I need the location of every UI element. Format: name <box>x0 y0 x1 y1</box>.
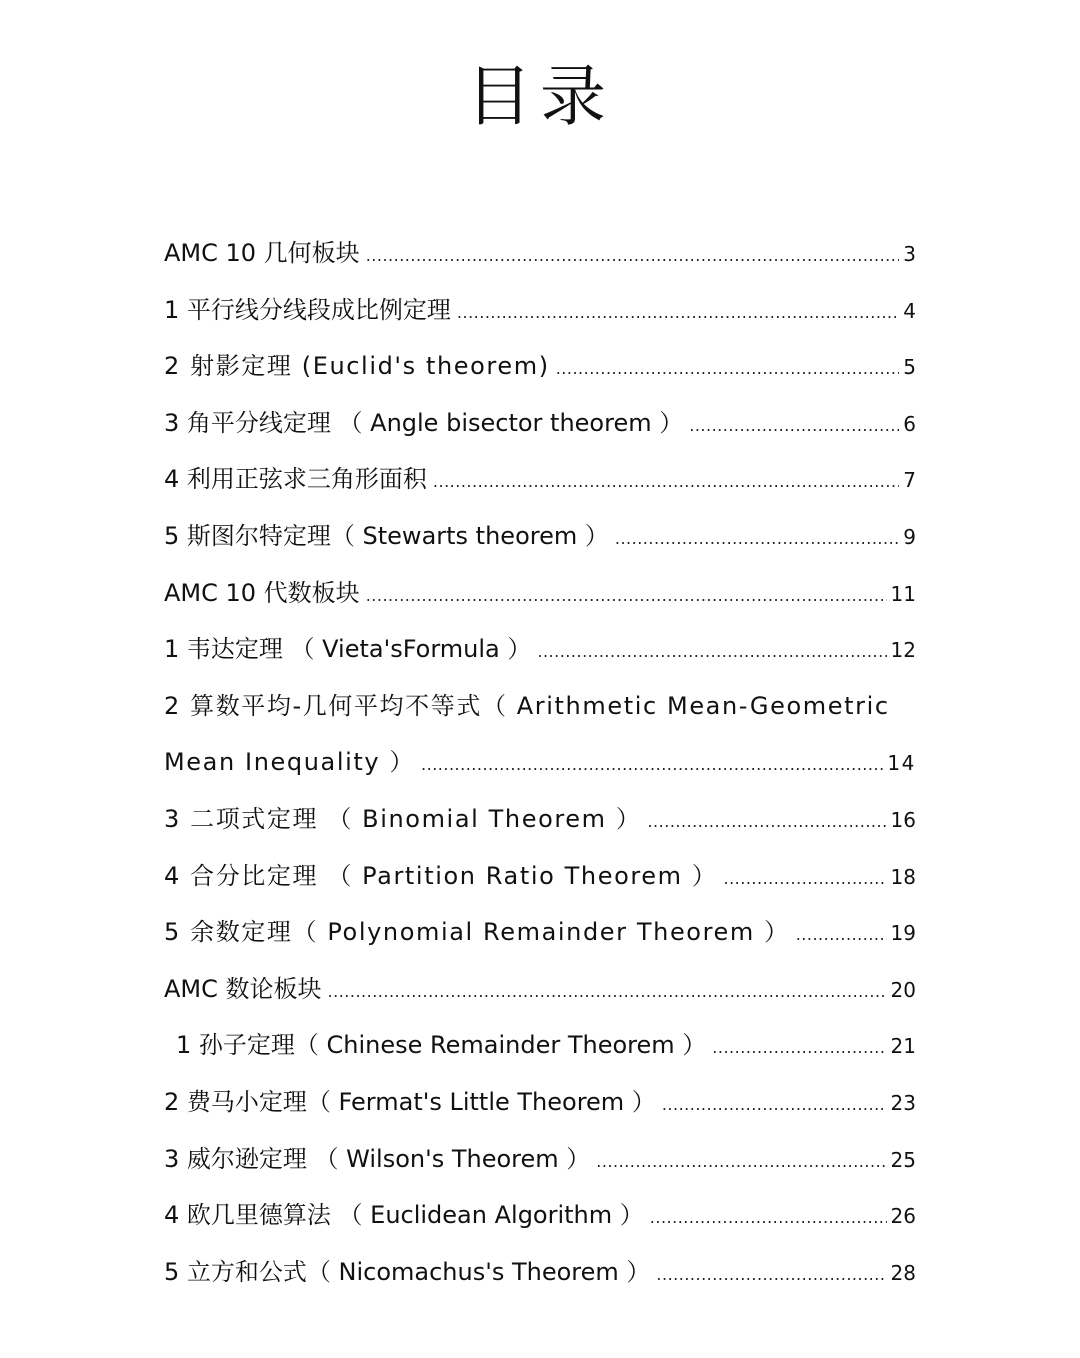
dot-leader <box>421 737 883 794</box>
toc-entry-geometry-section[interactable] <box>164 225 916 282</box>
toc-entry-label: 3 威尔逊定理 （ Wilson's Theorem ） <box>164 1144 591 1173</box>
toc-entry-label: 5 斯图尔特定理（ Stewarts theorem ） <box>164 521 609 550</box>
dot-leader <box>796 907 887 964</box>
toc-page-number: 9 <box>903 524 916 549</box>
toc-entry-wrapped-line2[interactable] <box>164 734 916 791</box>
toc-page-number: 20 <box>890 977 916 1002</box>
dot-leader <box>650 1190 887 1247</box>
page-title: 目录 <box>466 58 614 135</box>
dot-leader <box>615 511 899 568</box>
toc-page-number: 3 <box>903 242 916 266</box>
dot-leader <box>596 1134 886 1191</box>
toc-entry-label: AMC 10 几何板块 <box>164 239 360 267</box>
toc-page-number: 5 <box>903 355 916 380</box>
toc-page-number: 12 <box>890 638 916 663</box>
toc-entry[interactable] <box>164 1017 916 1074</box>
toc-page-number: 4 <box>903 298 916 323</box>
dot-leader <box>556 341 900 398</box>
dot-leader <box>328 964 887 1021</box>
toc-entry-label: 2 费马小定理（ Fermat's Little Theorem ） <box>164 1087 656 1116</box>
toc-entry-label: 5 余数定理（ Polynomial Remainder Theorem ） <box>164 918 790 947</box>
table-of-contents <box>164 225 916 1300</box>
dot-leader <box>457 285 899 342</box>
toc-entry-label: 1 平行线分线段成比例定理 <box>164 295 451 324</box>
toc-entry-number-theory-section[interactable] <box>164 961 916 1018</box>
dot-leader <box>689 398 899 455</box>
toc-entry[interactable] <box>164 1244 916 1301</box>
toc-page-number: 11 <box>890 581 916 606</box>
toc-entry-label: AMC 10 代数板块 <box>164 578 360 607</box>
dot-leader <box>723 851 886 908</box>
toc-entry-label: 1 孙子定理（ Chinese Remainder Theorem ） <box>176 1031 707 1060</box>
toc-entry-label: 4 利用正弦求三角形面积 <box>164 465 427 494</box>
toc-page-number: 6 <box>903 411 916 436</box>
toc-page-number: 26 <box>890 1204 916 1229</box>
toc-entry[interactable] <box>164 395 916 452</box>
toc-entry-label: 4 合分比定理 （ Partition Ratio Theorem ） <box>164 861 718 890</box>
dot-leader <box>366 228 900 285</box>
dot-leader <box>433 454 899 511</box>
toc-entry[interactable] <box>164 621 916 678</box>
toc-page-number: 7 <box>903 468 916 493</box>
toc-entry[interactable] <box>164 1074 916 1131</box>
dot-leader <box>537 624 886 681</box>
dot-leader <box>647 794 886 851</box>
toc-entry[interactable] <box>164 791 916 848</box>
toc-entry-label: 1 韦达定理 （ Vieta'sFormula ） <box>164 635 532 664</box>
toc-page-number: 16 <box>890 807 916 832</box>
toc-entry[interactable] <box>164 508 916 565</box>
dot-leader <box>712 1020 886 1077</box>
toc-page-number: 18 <box>890 864 916 889</box>
toc-entry-label: 3 角平分线定理 （ Angle bisector theorem ） <box>164 408 684 437</box>
toc-entry-label: 4 欧几里德算法 （ Euclidean Algorithm ） <box>164 1201 644 1230</box>
toc-entry[interactable] <box>164 1131 916 1188</box>
toc-entry-label: 2 射影定理 (Euclid's theorem) <box>164 352 550 381</box>
toc-entry[interactable] <box>164 904 916 961</box>
toc-page-number: 19 <box>890 921 916 946</box>
dot-leader <box>662 1077 887 1134</box>
toc-entry[interactable] <box>164 451 916 508</box>
toc-entry-label: Mean Inequality ） <box>164 748 416 777</box>
toc-entry[interactable] <box>164 848 916 905</box>
toc-page-number: 25 <box>890 1147 916 1172</box>
toc-page-number: 28 <box>890 1260 916 1285</box>
toc-page-number: 23 <box>890 1090 916 1115</box>
toc-entry-wrapped-line1[interactable] <box>164 678 916 735</box>
toc-entry[interactable] <box>164 282 916 339</box>
toc-entry-label: AMC 数论板块 <box>164 974 322 1003</box>
toc-entry[interactable] <box>164 1187 916 1244</box>
dot-leader <box>656 1247 886 1304</box>
dot-leader <box>366 568 887 625</box>
toc-entry-label: 5 立方和公式（ Nicomachus's Theorem ） <box>164 1257 651 1286</box>
toc-entry-label: 3 二项式定理 （ Binomial Theorem ） <box>164 804 642 833</box>
toc-entry[interactable] <box>164 338 916 395</box>
toc-entry-algebra-section[interactable] <box>164 565 916 622</box>
toc-page-number: 14 <box>887 751 916 776</box>
toc-page-number: 21 <box>890 1034 916 1059</box>
toc-entry-label: 2 算数平均-几何平均不等式（ Arithmetic Mean-Geometric <box>164 691 890 720</box>
